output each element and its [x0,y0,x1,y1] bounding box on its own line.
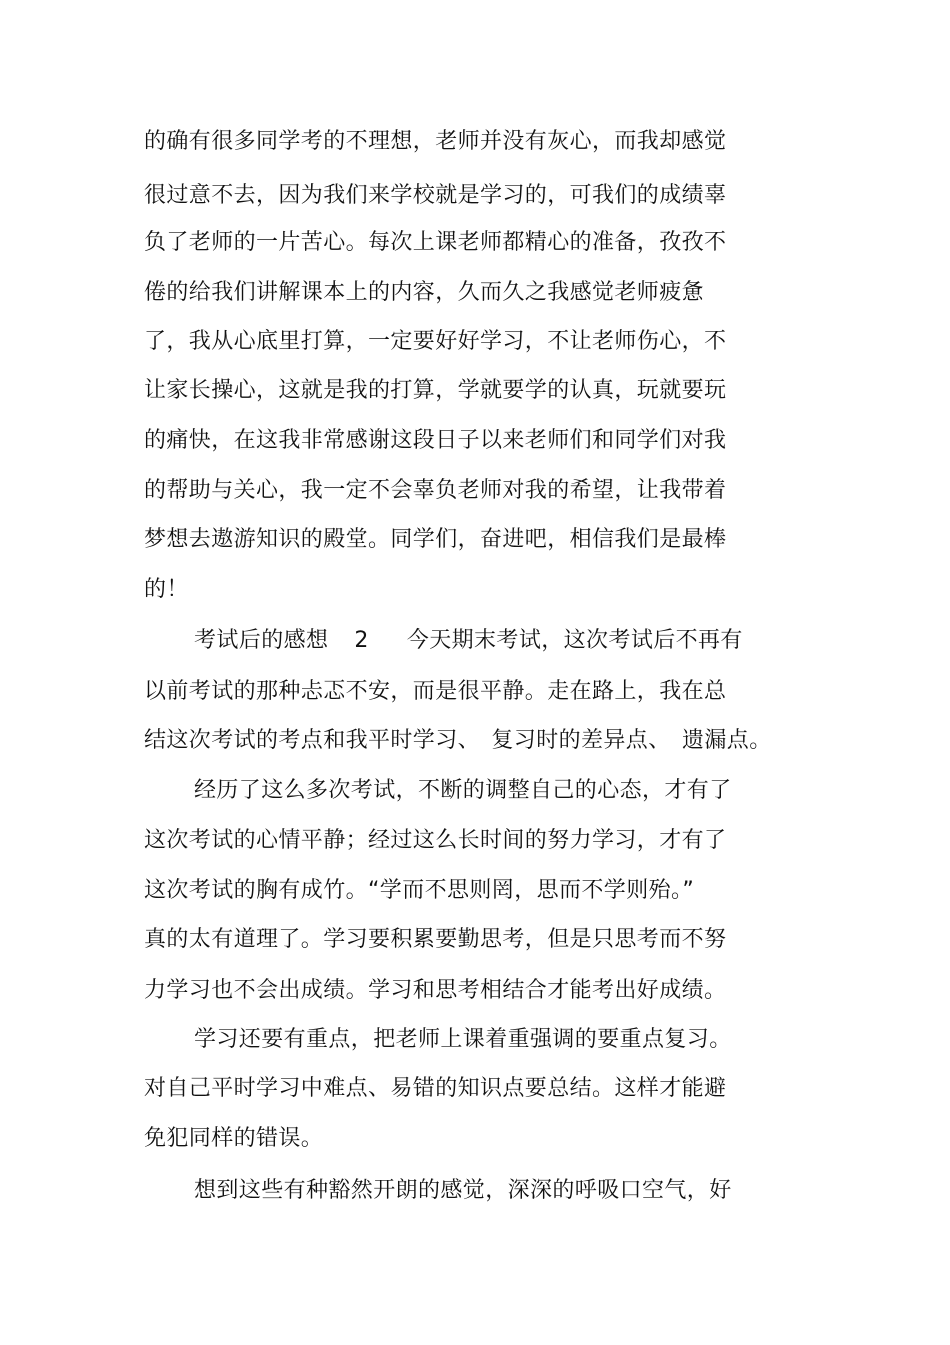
paragraph-first-line: 学习还要有重点，把老师上课着重强调的要重点复习。 [194,1027,732,1052]
text-line: 的确有很多同学考的不理想，老师并没有灰心，而我却感觉 [144,129,727,154]
section-first-line: 今天期末考试，这次考试后不再有 [406,628,743,653]
text-line: 免犯同样的错误。 [144,1126,324,1151]
text-line: 让家长操心，这就是我的打算，学就要学的认真，玩就要玩 [144,378,727,403]
text-line: 以前考试的那种忐忑不安，而是很平静。走在路上，我在总 [144,679,727,704]
paragraph-first-line: 想到这些有种豁然开朗的感觉，深深的呼吸口空气，好 [194,1178,732,1203]
section-heading-line [194,626,743,656]
text-line: 的！ [144,577,189,602]
section-title: 考试后的感想 [194,628,329,653]
text-line: 倦的给我们讲解课本上的内容，久而久之我感觉老师疲惫 [144,280,705,305]
text-line: 这次考试的心情平静；经过这么长时间的努力学习，才有了 [144,828,727,853]
text-line: 了，我从心底里打算，一定要好好学习，不让老师伤心，不 [144,329,727,354]
text-line: 的痛快，在这我非常感谢这段日子以来老师们和同学们对我 [144,428,727,453]
text-line: 负了老师的一片苦心。每次上课老师都精心的准备，孜孜不 [144,230,727,255]
text-line: 很过意不去，因为我们来学校就是学习的，可我们的成绩辜 [144,183,727,208]
text-line: 力学习也不会出成绩。学习和思考相结合才能考出好成绩。 [144,978,727,1003]
text-line: 真的太有道理了。学习要积累要勤思考，但是只思考而不努 [144,927,727,952]
text-line: 结这次考试的考点和我平时学习、 复习时的差异点、 遗漏点。 [144,728,772,753]
text-line: 的帮助与关心，我一定不会辜负老师对我的希望，让我带着 [144,478,727,503]
section-number: 2 [354,628,369,653]
paragraph-first-line: 经历了这么多次考试，不断的调整自己的心态，才有了 [194,778,732,803]
text-line: 梦想去遨游知识的殿堂。同学们，奋进吧，相信我们是最棒 [144,527,727,552]
text-line: 这次考试的胸有成竹。“学而不思则罔，思而不学则殆。” [144,878,695,903]
text-line: 对自己平时学习中难点、易错的知识点要总结。这样才能避 [144,1076,727,1101]
